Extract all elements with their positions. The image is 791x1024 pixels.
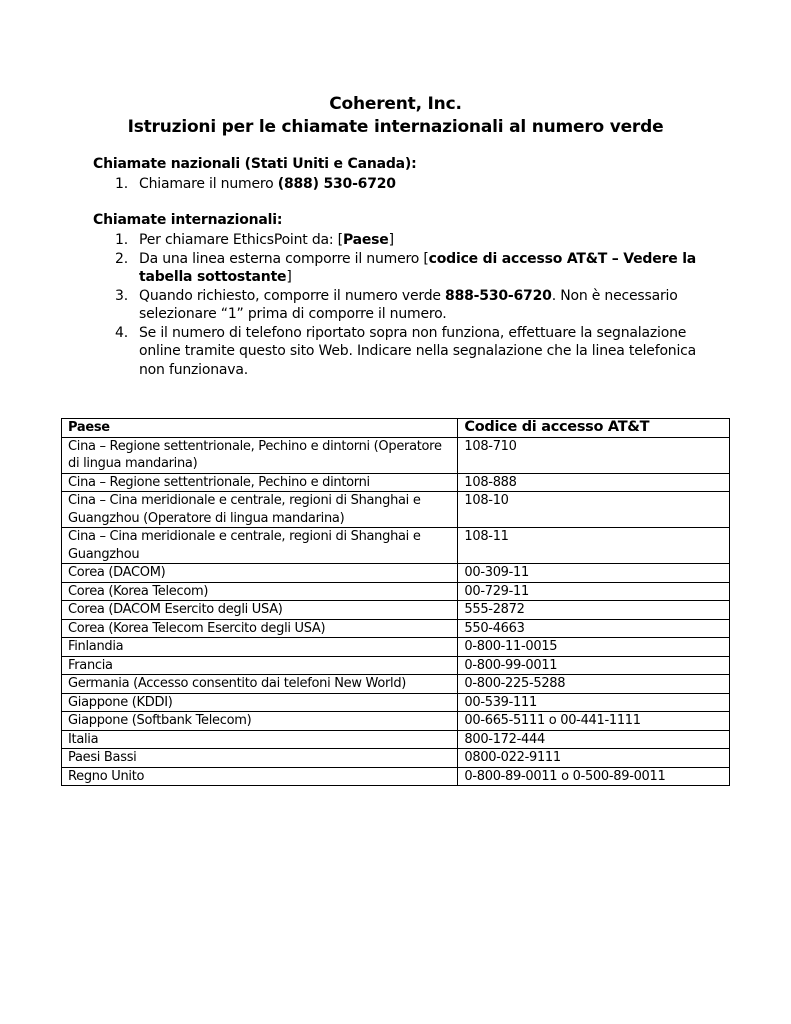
country-cell: Germania (Accesso consentito dai telefoni New World) <box>62 675 458 694</box>
access-code-cell: 555-2872 <box>458 601 730 620</box>
step-number: 2. <box>115 250 128 267</box>
table-row <box>62 693 730 712</box>
national-step <box>93 175 713 194</box>
step-bold-text: 888-530-6720 <box>445 287 552 304</box>
step-number: 1. <box>115 232 128 248</box>
step-number: 3. <box>115 287 128 304</box>
step-number: 4. <box>115 324 128 341</box>
international-calls-heading: Chiamate internazionali: <box>93 212 283 228</box>
access-code-cell: 108-11 <box>458 528 730 564</box>
step-text: Da una linea esterna comporre il numero [ <box>139 250 429 267</box>
step-text: Chiamare il numero <box>139 176 278 192</box>
national-calls-heading: Chiamate nazionali (Stati Uniti e Canada): <box>93 156 417 172</box>
access-code-cell: 0-800-225-5288 <box>458 675 730 694</box>
step-text: Quando richiesto, comporre il numero verde <box>139 287 446 304</box>
step-text: Se il numero di telefono riportato sopra non funziona, effettuare la segnalazione online tramite questo sito Web. Indicare nella segnalazione che la linea telefonica non funzionava. <box>139 324 697 378</box>
international-step <box>93 231 713 250</box>
table-row <box>62 638 730 657</box>
table-row <box>62 528 730 564</box>
document-title: Coherent, Inc. <box>329 94 462 114</box>
access-code-cell: 00-539-111 <box>458 693 730 712</box>
table-row <box>62 492 730 528</box>
access-code-cell: 00-309-11 <box>458 564 730 583</box>
step-text: Per chiamare EthicsPoint da: [ <box>139 232 343 248</box>
access-code-cell: 00-729-11 <box>458 582 730 601</box>
country-cell: Corea (DACOM) <box>62 564 458 583</box>
international-step <box>93 250 713 287</box>
country-cell: Cina – Regione settentrionale, Pechino e dintorni (Operatore di lingua mandarina) <box>62 437 458 473</box>
access-code-cell: 108-710 <box>458 437 730 473</box>
step-text-end: ] <box>286 269 292 285</box>
country-cell: Corea (Korea Telecom) <box>62 582 458 601</box>
access-code-cell: 550-4663 <box>458 619 730 638</box>
access-code-cell: 0800-022-9111 <box>458 749 730 768</box>
country-cell: Paesi Bassi <box>62 749 458 768</box>
national-steps-list <box>93 175 713 194</box>
access-code-cell: 800-172-444 <box>458 730 730 749</box>
country-cell: Corea (DACOM Esercito degli USA) <box>62 601 458 620</box>
table-row <box>62 730 730 749</box>
country-cell: Italia <box>62 730 458 749</box>
country-cell: Giappone (KDDI) <box>62 693 458 712</box>
table-row <box>62 767 730 786</box>
access-code-cell: 0-800-11-0015 <box>458 638 730 657</box>
country-cell: Cina – Regione settentrionale, Pechino e dintorni <box>62 473 458 492</box>
step-text-end: . Non è necessario selezionare “1” prima di comporre il numero. <box>139 287 678 322</box>
access-code-cell: 108-10 <box>458 492 730 528</box>
access-code-cell: 108-888 <box>458 473 730 492</box>
table-row <box>62 601 730 620</box>
country-cell: Cina – Cina meridionale e centrale, regioni di Shanghai e Guangzhou <box>62 528 458 564</box>
table-row <box>62 582 730 601</box>
country-cell: Giappone (Softbank Telecom) <box>62 712 458 731</box>
international-step <box>93 324 713 380</box>
step-number: 1. <box>115 176 128 192</box>
country-cell: Cina – Cina meridionale e centrale, regioni di Shanghai e Guangzhou (Operatore di lingua mandarina) <box>62 492 458 528</box>
table-row <box>62 675 730 694</box>
step-text-end: ] <box>388 232 394 248</box>
access-code-table <box>61 418 730 786</box>
table-row <box>62 619 730 638</box>
access-code-cell: 00-665-5111 o 00-441-1111 <box>458 712 730 731</box>
table-header-row <box>62 419 730 438</box>
table-row <box>62 712 730 731</box>
table-row <box>62 749 730 768</box>
access-code-cell: 0-800-99-0011 <box>458 656 730 675</box>
table-row <box>62 656 730 675</box>
table-row <box>62 437 730 473</box>
country-cell: Francia <box>62 656 458 675</box>
table-row <box>62 473 730 492</box>
international-steps-list <box>93 231 713 379</box>
international-step <box>93 287 713 324</box>
document-subtitle: Istruzioni per le chiamate internazionali al numero verde <box>127 117 664 137</box>
country-column-header: Paese <box>62 419 458 438</box>
step-bold-text: Paese <box>342 232 389 248</box>
access-code-column-header: Codice di accesso AT&T <box>458 419 730 438</box>
table-row <box>62 564 730 583</box>
country-cell: Finlandia <box>62 638 458 657</box>
country-cell: Regno Unito <box>62 767 458 786</box>
access-code-cell: 0-800-89-0011 o 0-500-89-0011 <box>458 767 730 786</box>
step-bold-text: codice di accesso AT&T – Vedere la tabella sottostante <box>139 250 697 285</box>
toll-free-number: (888) 530-6720 <box>277 176 396 192</box>
country-cell: Corea (Korea Telecom Esercito degli USA) <box>62 619 458 638</box>
